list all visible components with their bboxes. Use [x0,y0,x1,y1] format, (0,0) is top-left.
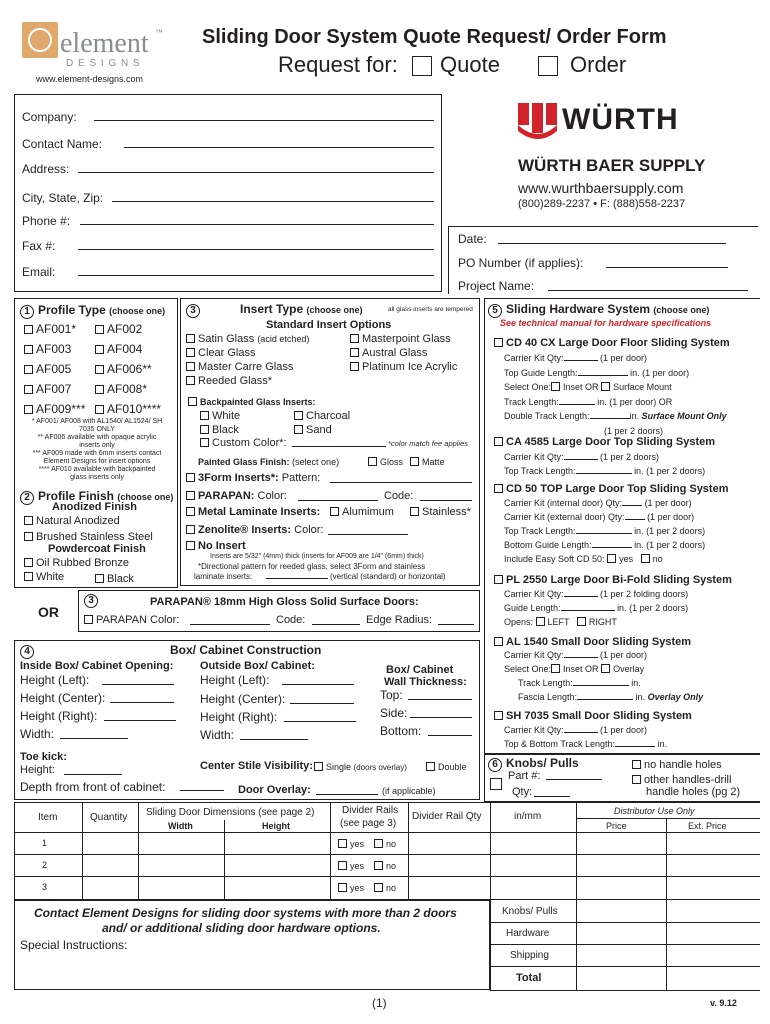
outside-hc-field[interactable] [290,703,354,704]
po-label: PO Number (if applies): [458,256,584,270]
af007[interactable]: AF007 [24,382,71,396]
af004[interactable]: AF004 [95,342,142,356]
company-field[interactable] [94,120,434,121]
address-field[interactable] [78,172,434,173]
th-item: Item [38,812,58,823]
wurth-logo [518,103,688,143]
inside-hc: Height (Center): [20,691,106,705]
po-field[interactable] [606,267,728,268]
row-2-divider[interactable]: yes no [338,861,396,871]
order-label: Order [570,52,627,77]
double-option[interactable]: Double [426,762,467,772]
row-3-item: 3 [42,882,48,892]
white-finish[interactable]: White [24,571,64,583]
inside-hr-field[interactable] [104,720,176,721]
wall-top-field[interactable] [408,699,472,700]
wall-bottom-field[interactable] [428,735,472,736]
insert-note-a: Inserts are 5/32" (4mm) thick (inserts for AF009 are 1/4" (6mm) thick) [210,553,424,560]
s4-num: 4 [20,643,38,659]
parapan-title: PARAPAN® 18mm High Gloss Solid Surface Doors: [150,596,419,608]
inside-hl-field[interactable] [102,684,174,685]
th-divider-qty: Divider Rail Qty [412,811,482,822]
cd50-details: Carrier Kit (internal door) Qty: (1 per door) Carrier Kit (external door) Qty: (1 per door) Top Track Length: in. (1 per 2 doors) Bottom Guide Length: in. (1 per 2 doors) Include Easy Soft CD 50: yes no [504,498,706,564]
if-applicable: (if applicable) [382,786,436,796]
wurth-emblem-icon [518,103,558,139]
af003[interactable]: AF003 [24,342,71,356]
th-height: Height [262,821,290,831]
pl2550-system[interactable]: PL 2550 Large Door Bi-Fold Sliding System [494,574,732,586]
custom-color-field[interactable] [292,446,386,447]
sand-insert[interactable]: Sand [294,424,332,436]
th-inmm: in/mm [514,811,542,822]
element-logo [22,22,172,82]
row-2-item: 2 [42,860,48,870]
s5-title: 5 Sliding Hardware System (choose one) [488,302,709,318]
hardware-total: Hardware [506,928,550,939]
custom-color[interactable]: Custom Color*: [200,437,287,449]
part-number-field[interactable] [546,779,602,780]
other-handles-2: handle holes (pg 2) [646,786,741,798]
no-insert[interactable]: No Insert [186,540,246,552]
fax-field[interactable] [78,249,434,250]
af008[interactable]: AF008* [95,382,147,396]
stainless-option[interactable]: Stainless* [410,506,471,518]
quote-checkbox[interactable] [412,56,432,76]
edge-radius: Edge Radius: [366,614,433,626]
door-overlay-field[interactable] [316,794,378,795]
stile-visibility: Center Stile Visibility: [200,760,313,772]
direction-field[interactable] [266,578,328,579]
brand-sub: D E S I G N S [66,58,141,69]
page-number: (1) [372,996,387,1010]
metal-laminate[interactable]: Metal Laminate Inserts: [186,506,320,518]
af006[interactable]: AF006** [95,362,152,376]
inside-width: Width: [20,727,55,741]
cd40-details: Carrier Kit Qty: (1 per door) Top Guide Length: in. (1 per door) Select One: Inset OR Surface Mount Track Length: in. (1 per door) OR Double Track Length: in. Surface Mount Only (1 per 2 doors) [504,353,727,436]
black-insert[interactable]: Black [200,424,239,436]
wall-side: Side: [380,706,408,720]
inside-width-field[interactable] [60,738,128,739]
fax-label: Fax #: [22,239,56,253]
th-distributor: Distributor Use Only [614,806,695,816]
af005[interactable]: AF005 [24,362,71,376]
zenolite-insert[interactable]: Zenolite® Inserts: Color: [186,524,323,536]
wall-thickness-2: Wall Thickness: [384,676,467,688]
contact-name-field[interactable] [124,147,434,148]
parapan-door-code: Code: [276,614,306,626]
email-label: Email: [22,265,56,279]
wall-side-field[interactable] [410,717,472,718]
th-price: Price [606,821,627,831]
white-insert[interactable]: White [200,410,240,422]
contact-note-1: Contact Element Designs for sliding door systems with more than 2 doors [34,906,457,920]
date-field[interactable] [498,243,726,244]
version: v. 9.12 [710,998,737,1008]
pl2550-details: Carrier Kit Qty: (1 per 2 folding doors) Guide Length: in. (1 per 2 doors) Opens: LEFT RIGHT [504,589,689,627]
knobs-total: Knobs/ Pulls [502,906,558,917]
outside-hr-field[interactable] [284,721,356,722]
insert-note-d: (vertical (standard) or horizontal) [330,572,446,581]
color-fee: *color match fee applies [388,439,469,448]
insert-note-c: laminate inserts: [194,572,253,581]
wall-bottom: Bottom: [380,724,422,738]
reeded-glass[interactable]: Reeded Glass* [186,375,272,387]
email-field[interactable] [78,275,434,276]
aluminum-option[interactable]: Alumimum [330,506,394,518]
insert-type-title: Insert Type (choose one) [240,302,363,316]
clear-glass[interactable]: Clear Glass [186,347,255,359]
ca4585-system[interactable]: CA 4585 Large Door Top Sliding System [494,436,715,448]
outside-width: Width: [200,728,235,742]
brushed-stainless[interactable]: Brushed Stainless Steel [24,531,153,543]
part-number: Part #: [508,770,541,782]
s2-title: 2 Profile Finish (choose one) [20,489,173,505]
s3-title: 3 [186,302,204,318]
phone-label: Phone #: [22,214,71,228]
af010[interactable]: AF010**** [95,402,161,416]
af002[interactable]: AF002 [95,322,142,336]
anodized-heading: Anodized Finish [52,501,137,513]
row-3-divider[interactable]: yes no [338,883,396,893]
form-title: Sliding Door System Quote Request/ Order Form [202,26,667,48]
parapan-door-code-field[interactable] [312,624,360,625]
th-dims: Sliding Door Dimensions (see page 2) [146,807,315,818]
depth-label: Depth from front of cabinet: [20,780,166,794]
painted-finish: Painted Glass Finish: (select one) [198,457,340,467]
city-label: City, State, Zip: [22,191,104,205]
cd40-system[interactable]: CD 40 CX Large Door Floor Sliding System [494,337,730,349]
wurth-phones: (800)289-2237 • F: (888)558-2237 [518,198,686,210]
city-field[interactable] [112,201,434,202]
cd50-system[interactable]: CD 50 TOP Large Door Top Sliding System [494,483,729,495]
parapan-code-field[interactable] [420,500,472,501]
th-ext-price: Ext. Price [688,821,727,831]
sh7035-system[interactable]: SH 7035 Small Door Sliding System [494,710,692,722]
manual-note: See technical manual for hardware specifications [500,318,712,328]
inside-opening: Inside Box/ Cabinet Opening: [20,660,174,672]
brand-tm: ™ [155,28,163,37]
platinum-acrylic[interactable]: Platinum Ice Acrylic [350,361,457,373]
threeform-inserts[interactable]: 3Form Inserts*: Pattern: [186,472,320,484]
wall-thickness: Box/ Cabinet [386,664,454,676]
outside-cabinet: Outside Box/ Cabinet: [200,660,315,672]
pattern-field[interactable] [330,482,472,483]
door-overlay: Door Overlay: [238,784,311,796]
master-carre[interactable]: Master Carre Glass [186,361,293,373]
no-handle-holes[interactable]: no handle holes [632,759,722,771]
toe-height-field[interactable] [64,774,122,775]
th-width: Width [168,821,193,831]
wurth-site: www.wurthbaersupply.com [518,180,684,196]
th-divider-2: (see page 3) [340,818,397,829]
s4-title: Box/ Cabinet Construction [170,643,322,657]
th-quantity: Quantity [90,812,128,823]
quote-label: Quote [440,52,500,77]
outside-hc: Height (Center): [200,692,286,706]
row-1-divider[interactable]: yes no [338,839,396,849]
al1540-system[interactable]: AL 1540 Small Door Sliding System [494,636,691,648]
phone-field[interactable] [80,224,434,225]
austral-glass[interactable]: Austral Glass [350,347,427,359]
sh7035-details: Carrier Kit Qty: (1 per door) Top & Bottom Track Length: in. [504,725,668,749]
single-option[interactable]: Single (doors overlay) [314,762,407,772]
parapan-door-color[interactable]: PARAPAN Color: [84,614,179,626]
parapan-color-field[interactable] [298,500,378,501]
project-field[interactable] [548,290,748,291]
outside-width-field[interactable] [240,739,308,740]
zenolite-color-field[interactable] [328,534,408,535]
gloss-option[interactable]: Gloss [368,457,403,467]
other-handles[interactable]: other handles-drill [632,774,731,786]
brand-word: element [60,28,149,59]
oil-rubbed-bronze[interactable]: Oil Rubbed Bronze [24,557,129,569]
al1540-details: Carrier Kit Qty: (1 per door) Select One: Inset OR Overlay Track Length: in. Fascia Length: in. Overlay Only [504,650,704,702]
website: www.element-designs.com [36,74,144,84]
shipping-total: Shipping [510,950,549,961]
backpainted-label[interactable]: Backpainted Glass Inserts: [188,397,316,407]
knobs-qty-field[interactable] [534,796,570,797]
address-label: Address: [22,162,70,176]
edge-radius-field[interactable] [438,624,474,625]
powder-heading: Powdercoat Finish [48,543,146,555]
parapan-code: Code: [384,490,414,502]
knobs-qty: Qty: [512,786,533,798]
contact-note-2: and/ or additional sliding door hardware options. [102,921,381,935]
wurth-name: WÜRTH BAER SUPPLY [518,156,706,175]
masterpoint-glass[interactable]: Masterpoint Glass [350,333,451,345]
inside-hr: Height (Right): [20,709,98,723]
black-finish[interactable]: Black [95,573,134,585]
af001[interactable]: AF001* [24,322,76,336]
wurth-logo-text: WÜRTH [562,103,679,136]
s1-title: 1 Profile Type (choose one) [20,303,165,319]
inside-hl: Height (Left): [20,673,90,687]
toe-kick: Toe kick: [20,751,67,763]
parapan-insert[interactable]: PARAPAN: Color: [186,490,287,502]
natural-anodized[interactable]: Natural Anodized [24,515,120,527]
order-checkbox[interactable] [538,56,558,76]
outside-hl-field[interactable] [282,684,354,685]
profile-notes: * AF001/ AF008 with AL1540/ AL1524/ SH 7035 ONLY ** AF006 available with opaque acrylic inserts only *** AF009 made with 6mm inserts contact Element Designs for insert options **** AF010 available with backpainted glass inserts only [31,418,163,481]
th-divider: Divider Rails [342,805,399,816]
knobs-checkbox[interactable] [490,778,502,790]
insert-note-b: *Directional pattern for reeded glass, select 3Form and stainless [198,562,426,571]
std-options: Standard Insert Options [266,319,392,331]
depth-field[interactable] [180,790,224,791]
af009[interactable]: AF009*** [24,402,85,416]
date-label: Date: [458,232,487,246]
satin-glass[interactable]: Satin Glass (acid etched) [186,333,309,345]
row-1-item: 1 [42,838,48,848]
request-for: Request for: [278,52,398,77]
toe-height: Height: [20,764,55,776]
grand-total: Total [516,972,542,984]
contact-name-label: Contact Name: [22,137,103,151]
or-label: OR [38,604,59,620]
company-label: Company: [22,110,77,124]
tempered-note: all glass inserts are tempered [388,306,473,313]
parapan-door-color-field[interactable] [190,624,270,625]
outside-hl: Height (Left): [200,673,270,687]
project-label: Project Name: [458,279,535,293]
special-instructions: Special Instructions: [20,938,128,952]
charcoal-insert[interactable]: Charcoal [294,410,350,422]
matte-option[interactable]: Matte [410,457,445,467]
inside-hc-field[interactable] [110,702,174,703]
wall-top: Top: [380,688,403,702]
outside-hr: Height (Right): [200,710,278,724]
ca4585-details: Carrier Kit Qty: (1 per 2 doors) Top Track Length: in. (1 per 2 doors) [504,452,706,476]
s3b-title: 3 [84,594,102,608]
s6-title: 6 Knobs/ Pulls [488,756,579,772]
